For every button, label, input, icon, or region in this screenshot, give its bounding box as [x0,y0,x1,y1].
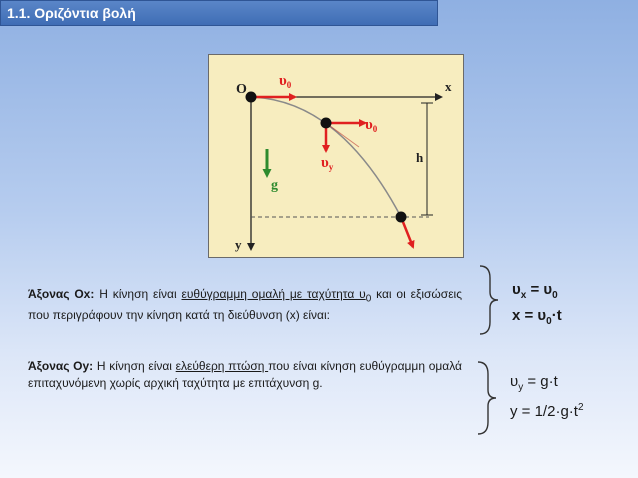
v-resultant-mid [326,123,359,147]
axis-ox-equations [512,280,562,332]
axis-oy-paragraph: Άξονας Οy: Η κίνηση είναι ελεύθερη πτώση που είναι κίνηση ευθύγραμμη ομαλά επιταχυνόμενη χωρίς αρχική ταχύτητα με επιτάχυνση g. [28,359,462,390]
axis-oy-equations [510,372,584,422]
label-g: g [271,178,278,193]
label-y-axis: y [235,237,242,252]
label-vy: $\upsilon_y$ [321,155,334,172]
equation-y: $y = 1/2\cdot g\cdot t^2$ [510,402,584,420]
equation-uy: $\upsilon_y = g\cdot t$ [510,373,558,393]
label-v0-mid: $\upsilon_0$ [365,117,378,134]
projectile-diagram [208,54,464,258]
equation-ux: $\upsilon_x = \upsilon_0$ [512,281,558,301]
label-h: h [416,150,424,165]
label-origin: O [236,82,247,97]
brace-ox [478,264,502,336]
label-x-axis: x [445,79,452,94]
axis-oy-highlight: ελεύθερη πτώση [175,359,269,373]
equation-x: $x = \upsilon_0\cdot t$ [512,307,562,327]
ball-origin [246,92,257,103]
axis-ox-highlight: ευθύγραμμη ομαλή με ταχύτητα $\upsilon_0$ [181,287,372,305]
axis-ox-paragraph: Άξονας Οx: Η κίνηση είναι ευθύγραμμη ομαλή με ταχύτητα $\upsilon_0$ και οι εξισώσεις που περιγράφουν την κίνηση κατά τη διεύθυνση (x) είναι: [28,287,462,323]
label-v0-origin: $\upsilon_0$ [279,73,292,90]
slide-title: 1.1. Οριζόντια βολή [0,0,438,26]
ball-landing [396,212,407,223]
axis-oy-heading: Άξονας Οy: [28,359,94,373]
brace-oy [476,360,500,436]
axis-ox-heading: Άξονας Οx: [28,287,95,301]
ball-mid [321,118,332,129]
diagram-svg [209,55,465,259]
